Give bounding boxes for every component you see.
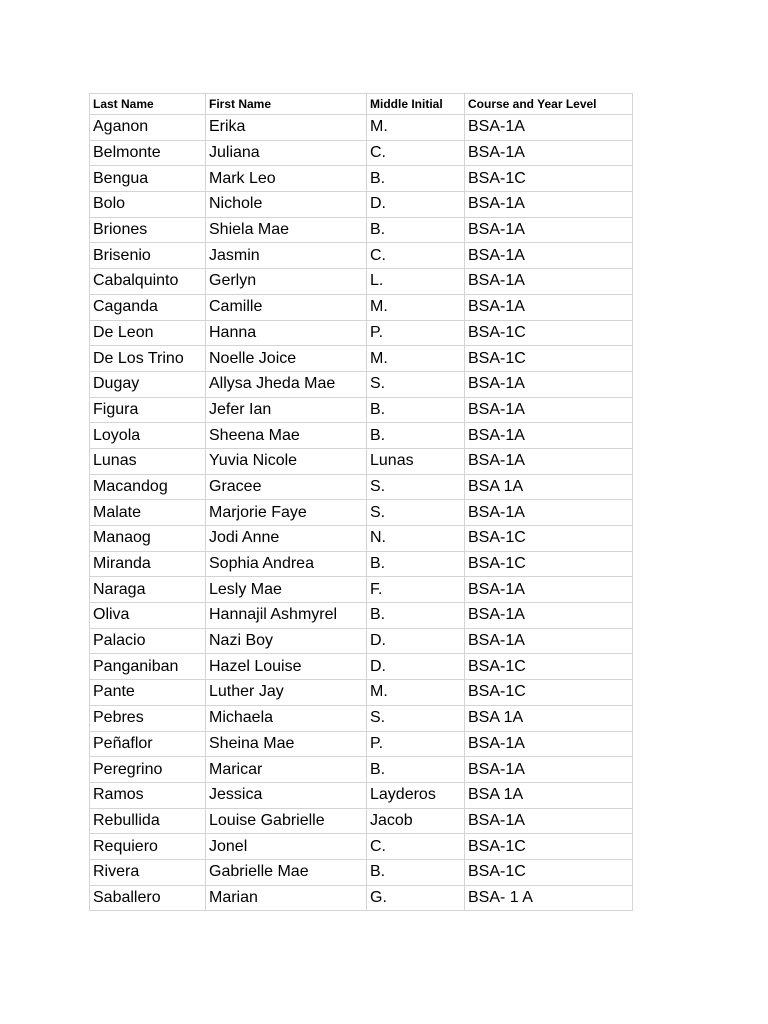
cell-last-name: Loyola bbox=[90, 423, 206, 449]
cell-course-year: BSA-1C bbox=[465, 346, 633, 372]
cell-first-name: Camille bbox=[206, 294, 367, 320]
cell-first-name: Maricar bbox=[206, 757, 367, 783]
cell-first-name: Allysa Jheda Mae bbox=[206, 371, 367, 397]
table-row bbox=[90, 166, 633, 192]
cell-last-name: Saballero bbox=[90, 885, 206, 911]
cell-last-name: Bengua bbox=[90, 166, 206, 192]
cell-course-year: BSA-1C bbox=[465, 834, 633, 860]
table-row bbox=[90, 680, 633, 706]
cell-middle-initial: M. bbox=[367, 346, 465, 372]
cell-last-name: De Leon bbox=[90, 320, 206, 346]
cell-middle-initial: N. bbox=[367, 526, 465, 552]
table-row bbox=[90, 423, 633, 449]
table-row bbox=[90, 757, 633, 783]
header-first-name: First Name bbox=[206, 94, 367, 115]
cell-last-name: Pebres bbox=[90, 705, 206, 731]
cell-middle-initial: M. bbox=[367, 294, 465, 320]
cell-last-name: Dugay bbox=[90, 371, 206, 397]
cell-last-name: Figura bbox=[90, 397, 206, 423]
cell-first-name: Jonel bbox=[206, 834, 367, 860]
cell-first-name: Erika bbox=[206, 115, 367, 141]
cell-course-year: BSA-1C bbox=[465, 166, 633, 192]
cell-course-year: BSA-1A bbox=[465, 115, 633, 141]
cell-course-year: BSA-1A bbox=[465, 269, 633, 295]
cell-course-year: BSA-1A bbox=[465, 628, 633, 654]
cell-first-name: Sheina Mae bbox=[206, 731, 367, 757]
cell-middle-initial: P. bbox=[367, 320, 465, 346]
table-row bbox=[90, 782, 633, 808]
cell-last-name: Pante bbox=[90, 680, 206, 706]
table-row bbox=[90, 808, 633, 834]
cell-first-name: Michaela bbox=[206, 705, 367, 731]
cell-middle-initial: B. bbox=[367, 423, 465, 449]
cell-first-name: Jasmin bbox=[206, 243, 367, 269]
table-row bbox=[90, 885, 633, 911]
table-row bbox=[90, 859, 633, 885]
cell-course-year: BSA-1A bbox=[465, 294, 633, 320]
table-row bbox=[90, 705, 633, 731]
table-row bbox=[90, 731, 633, 757]
cell-last-name: Requiero bbox=[90, 834, 206, 860]
table-row bbox=[90, 577, 633, 603]
cell-first-name: Gabrielle Mae bbox=[206, 859, 367, 885]
cell-middle-initial: G. bbox=[367, 885, 465, 911]
cell-course-year: BSA-1C bbox=[465, 551, 633, 577]
cell-last-name: Oliva bbox=[90, 603, 206, 629]
cell-last-name: Bolo bbox=[90, 192, 206, 218]
table-row bbox=[90, 115, 633, 141]
table-row bbox=[90, 192, 633, 218]
cell-middle-initial: M. bbox=[367, 115, 465, 141]
cell-course-year: BSA 1A bbox=[465, 782, 633, 808]
cell-course-year: BSA 1A bbox=[465, 474, 633, 500]
cell-first-name: Nazi Boy bbox=[206, 628, 367, 654]
table-row bbox=[90, 140, 633, 166]
cell-first-name: Nichole bbox=[206, 192, 367, 218]
cell-middle-initial: Jacob bbox=[367, 808, 465, 834]
cell-middle-initial: B. bbox=[367, 757, 465, 783]
cell-last-name: Peñaflor bbox=[90, 731, 206, 757]
cell-last-name: Ramos bbox=[90, 782, 206, 808]
table-row bbox=[90, 269, 633, 295]
cell-course-year: BSA-1A bbox=[465, 808, 633, 834]
cell-course-year: BSA-1C bbox=[465, 526, 633, 552]
cell-last-name: Macandog bbox=[90, 474, 206, 500]
cell-last-name: Cabalquinto bbox=[90, 269, 206, 295]
table-row bbox=[90, 500, 633, 526]
cell-middle-initial: M. bbox=[367, 680, 465, 706]
cell-last-name: Rivera bbox=[90, 859, 206, 885]
cell-middle-initial: D. bbox=[367, 192, 465, 218]
cell-first-name: Marjorie Faye bbox=[206, 500, 367, 526]
cell-course-year: BSA-1C bbox=[465, 859, 633, 885]
cell-first-name: Lesly Mae bbox=[206, 577, 367, 603]
cell-middle-initial: B. bbox=[367, 859, 465, 885]
cell-course-year: BSA-1A bbox=[465, 217, 633, 243]
cell-middle-initial: B. bbox=[367, 217, 465, 243]
cell-course-year: BSA-1A bbox=[465, 577, 633, 603]
table-row bbox=[90, 217, 633, 243]
cell-first-name: Sheena Mae bbox=[206, 423, 367, 449]
cell-course-year: BSA-1A bbox=[465, 448, 633, 474]
cell-last-name: Malate bbox=[90, 500, 206, 526]
cell-first-name: Shiela Mae bbox=[206, 217, 367, 243]
cell-course-year: BSA 1A bbox=[465, 705, 633, 731]
cell-course-year: BSA- 1 A bbox=[465, 885, 633, 911]
header-course-year: Course and Year Level bbox=[465, 94, 633, 115]
cell-middle-initial: B. bbox=[367, 166, 465, 192]
cell-last-name: Lunas bbox=[90, 448, 206, 474]
cell-first-name: Sophia Andrea bbox=[206, 551, 367, 577]
cell-first-name: Jessica bbox=[206, 782, 367, 808]
cell-last-name: Peregrino bbox=[90, 757, 206, 783]
table-row bbox=[90, 526, 633, 552]
table-header-row bbox=[90, 94, 633, 115]
cell-middle-initial: D. bbox=[367, 654, 465, 680]
cell-last-name: Naraga bbox=[90, 577, 206, 603]
cell-last-name: Manaog bbox=[90, 526, 206, 552]
cell-first-name: Luther Jay bbox=[206, 680, 367, 706]
cell-middle-initial: C. bbox=[367, 140, 465, 166]
cell-first-name: Gerlyn bbox=[206, 269, 367, 295]
cell-first-name: Juliana bbox=[206, 140, 367, 166]
cell-last-name: Rebullida bbox=[90, 808, 206, 834]
cell-middle-initial: Laydero​s bbox=[367, 782, 465, 808]
cell-course-year: BSA-1A bbox=[465, 397, 633, 423]
cell-first-name: Louise Gabrielle bbox=[206, 808, 367, 834]
cell-first-name: Hannajil Ashmyrel bbox=[206, 603, 367, 629]
cell-last-name: Briones bbox=[90, 217, 206, 243]
cell-middle-initial: B. bbox=[367, 603, 465, 629]
table-row bbox=[90, 551, 633, 577]
cell-course-year: BSA-1A bbox=[465, 140, 633, 166]
cell-middle-initial: S. bbox=[367, 371, 465, 397]
cell-middle-initial: S. bbox=[367, 500, 465, 526]
cell-first-name: Mark Leo bbox=[206, 166, 367, 192]
table-row bbox=[90, 603, 633, 629]
cell-middle-initial: B. bbox=[367, 397, 465, 423]
cell-course-year: BSA-1C bbox=[465, 320, 633, 346]
cell-last-name: Belmonte bbox=[90, 140, 206, 166]
table-body bbox=[90, 115, 633, 911]
cell-middle-initial: S. bbox=[367, 705, 465, 731]
table-row bbox=[90, 628, 633, 654]
cell-middle-initial: F. bbox=[367, 577, 465, 603]
cell-last-name: Brisenio bbox=[90, 243, 206, 269]
table-row bbox=[90, 448, 633, 474]
table-row bbox=[90, 294, 633, 320]
cell-middle-initial: C. bbox=[367, 243, 465, 269]
cell-first-name: Marian bbox=[206, 885, 367, 911]
cell-first-name: Noelle Joice bbox=[206, 346, 367, 372]
cell-last-name: Panganiban bbox=[90, 654, 206, 680]
cell-course-year: BSA-1A bbox=[465, 731, 633, 757]
header-last-name: Last Name bbox=[90, 94, 206, 115]
table-row bbox=[90, 346, 633, 372]
table-row bbox=[90, 834, 633, 860]
header-middle-initial: Middle Initial bbox=[367, 94, 465, 115]
cell-last-name: Aganon bbox=[90, 115, 206, 141]
cell-course-year: BSA-1A bbox=[465, 500, 633, 526]
cell-middle-initial: Lunas bbox=[367, 448, 465, 474]
cell-course-year: BSA-1A bbox=[465, 371, 633, 397]
cell-course-year: BSA-1A bbox=[465, 243, 633, 269]
table-row bbox=[90, 474, 633, 500]
table-row bbox=[90, 320, 633, 346]
cell-last-name: Caganda bbox=[90, 294, 206, 320]
cell-course-year: BSA-1A bbox=[465, 192, 633, 218]
cell-middle-initial: B. bbox=[367, 551, 465, 577]
cell-course-year: BSA-1A bbox=[465, 603, 633, 629]
cell-first-name: Hazel Louise bbox=[206, 654, 367, 680]
cell-middle-initial: L. bbox=[367, 269, 465, 295]
cell-course-year: BSA-1A bbox=[465, 757, 633, 783]
cell-middle-initial: D. bbox=[367, 628, 465, 654]
cell-last-name: Miranda bbox=[90, 551, 206, 577]
cell-first-name: Hanna bbox=[206, 320, 367, 346]
table-row bbox=[90, 397, 633, 423]
cell-middle-initial: P. bbox=[367, 731, 465, 757]
cell-course-year: BSA-1C bbox=[465, 654, 633, 680]
table-row bbox=[90, 654, 633, 680]
cell-course-year: BSA-1A bbox=[465, 423, 633, 449]
cell-first-name: Gracee bbox=[206, 474, 367, 500]
cell-first-name: Jefer Ian bbox=[206, 397, 367, 423]
student-list-table bbox=[89, 93, 633, 911]
cell-first-name: Yuvia Nicole bbox=[206, 448, 367, 474]
table-row bbox=[90, 371, 633, 397]
table-row bbox=[90, 243, 633, 269]
cell-last-name: Palacio bbox=[90, 628, 206, 654]
cell-middle-initial: C. bbox=[367, 834, 465, 860]
cell-last-name: De Los Trino bbox=[90, 346, 206, 372]
cell-course-year: BSA-1C bbox=[465, 680, 633, 706]
cell-middle-initial: S. bbox=[367, 474, 465, 500]
cell-first-name: Jodi Anne bbox=[206, 526, 367, 552]
